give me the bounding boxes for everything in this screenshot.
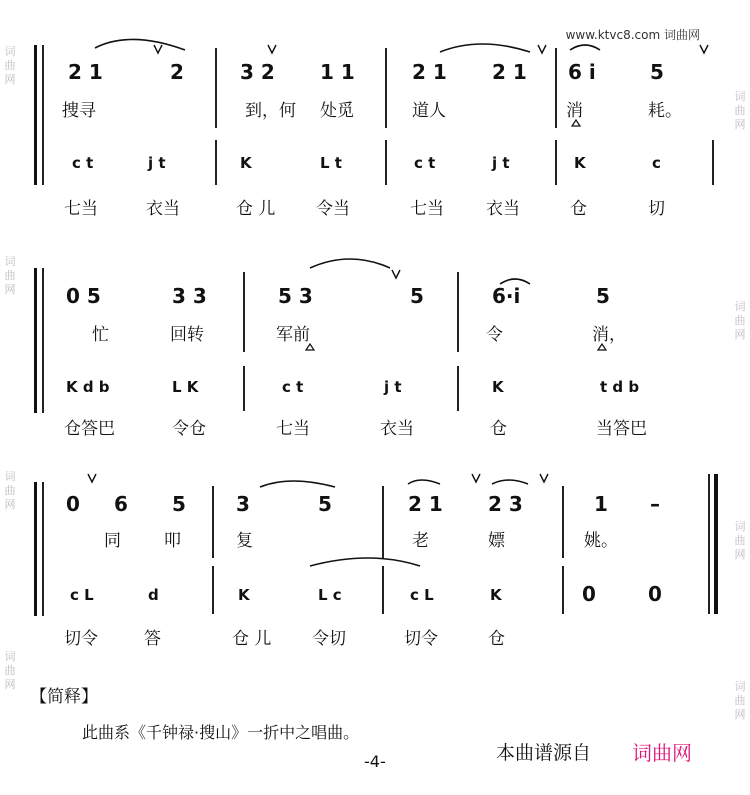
- system-line: [42, 268, 44, 413]
- final-barline-thick: [714, 474, 718, 614]
- note: 0: [66, 492, 80, 516]
- barline: [562, 486, 564, 558]
- watermark-left-3: 词 曲 网: [4, 470, 16, 511]
- note: 5: [318, 492, 332, 516]
- system-line: [42, 482, 44, 616]
- percussion-syllable: L c: [318, 586, 342, 604]
- barline: [243, 272, 245, 352]
- note: 2 1: [412, 60, 447, 84]
- watermark-left: 词 曲 网: [4, 45, 16, 86]
- lyric: 消，: [592, 325, 626, 345]
- notes-heading: 【简释】: [30, 687, 98, 707]
- note: 5 3: [278, 284, 313, 308]
- barline: [562, 566, 564, 614]
- percussion-syllable: j t: [492, 154, 510, 172]
- barline: [215, 140, 217, 185]
- percussion-syllable: j t: [148, 154, 166, 172]
- watermark-left-2: 词 曲 网: [4, 255, 16, 296]
- percussion-word: 切令: [64, 629, 98, 649]
- percussion-word: 切令: [404, 629, 438, 649]
- lyric: 忙: [92, 325, 109, 345]
- percussion-syllable: c L: [70, 586, 94, 604]
- percussion-syllable: K: [490, 586, 502, 604]
- percussion-word: 令切: [312, 629, 346, 649]
- watermark-right-3: 词 曲 网: [734, 520, 746, 561]
- note: 6 i: [568, 60, 596, 84]
- lyric: 同: [104, 531, 121, 551]
- percussion-word: 七当: [64, 199, 98, 219]
- barline: [555, 140, 557, 185]
- note: 3 2: [240, 60, 275, 84]
- percussion-syllable: c L: [410, 586, 434, 604]
- lyric: 回转: [170, 325, 204, 345]
- lyric: 处觅: [320, 101, 354, 121]
- note: 1: [594, 492, 608, 516]
- barline: [243, 366, 245, 411]
- source-site-link[interactable]: 词曲网: [632, 741, 692, 765]
- note: 5: [650, 60, 664, 84]
- lyric: 道人: [412, 101, 446, 121]
- percussion-word: 当答巴: [596, 419, 647, 439]
- lyric: 到，何: [245, 101, 296, 121]
- percussion-word: 仓 儿: [236, 199, 276, 219]
- barline: [385, 140, 387, 185]
- lyric: 耗。: [648, 101, 682, 121]
- percussion-word: 切: [648, 199, 665, 219]
- percussion-syllable: L t: [320, 154, 342, 172]
- note: –: [650, 492, 660, 516]
- barline: [457, 366, 459, 411]
- note: 3 3: [172, 284, 207, 308]
- barline: [712, 140, 714, 185]
- rest: 0: [648, 582, 662, 606]
- percussion-word: 仓答巴: [64, 419, 115, 439]
- percussion-word: 衣当: [380, 419, 414, 439]
- barline: [382, 566, 384, 614]
- percussion-syllable: t d b: [600, 378, 640, 396]
- percussion-word: 衣当: [486, 199, 520, 219]
- note: 2 3: [488, 492, 523, 516]
- percussion-word: 七当: [276, 419, 310, 439]
- system-line: [42, 45, 44, 185]
- lyric: 复: [236, 531, 253, 551]
- barline: [457, 272, 459, 352]
- system-bracket: [34, 482, 37, 616]
- percussion-word: 答: [144, 629, 161, 649]
- page-number: -4-: [364, 752, 386, 771]
- note: 5: [410, 284, 424, 308]
- system-bracket: [34, 268, 37, 413]
- percussion-word: 仓: [488, 629, 505, 649]
- lyric: 捜寻: [62, 101, 96, 121]
- percussion-syllable: d: [148, 586, 159, 604]
- percussion-syllable: L K: [172, 378, 199, 396]
- note: 1 1: [320, 60, 355, 84]
- source-label: 本曲谱源自: [496, 742, 592, 764]
- barline: [212, 486, 214, 558]
- percussion-syllable: K: [574, 154, 586, 172]
- percussion-syllable: K: [238, 586, 250, 604]
- watermark-right: 词 曲 网: [734, 90, 746, 131]
- barline: [212, 566, 214, 614]
- percussion-syllable: j t: [384, 378, 402, 396]
- note: 2: [170, 60, 184, 84]
- system-bracket: [34, 45, 37, 185]
- percussion-syllable: c t: [72, 154, 94, 172]
- lyric: 嫖: [488, 531, 505, 551]
- percussion-word: 令仓: [172, 419, 206, 439]
- watermark-left-4: 词 曲 网: [4, 650, 16, 691]
- note: 6: [114, 492, 128, 516]
- note: 0 5: [66, 284, 101, 308]
- note: 2 1: [68, 60, 103, 84]
- lyric: 消: [566, 101, 583, 121]
- barline: [385, 48, 387, 128]
- percussion-syllable: c: [652, 154, 661, 172]
- note: 6·i: [492, 284, 521, 308]
- percussion-word: 衣当: [146, 199, 180, 219]
- percussion-word: 仓: [570, 199, 587, 219]
- site-url: www.ktvc8.com 词曲网: [565, 28, 700, 42]
- watermark-right-2: 词 曲 网: [734, 300, 746, 341]
- lyric: 军前: [276, 325, 310, 345]
- note: 3: [236, 492, 250, 516]
- percussion-syllable: K: [492, 378, 504, 396]
- note: 5: [596, 284, 610, 308]
- lyric: 叩: [164, 531, 181, 551]
- percussion-syllable: c t: [282, 378, 304, 396]
- percussion-word: 仓 儿: [232, 629, 272, 649]
- lyric: 老: [412, 531, 429, 551]
- percussion-syllable: K d b: [66, 378, 110, 396]
- final-barline: [708, 474, 710, 614]
- percussion-syllable: c t: [414, 154, 436, 172]
- barline: [382, 486, 384, 558]
- barline: [215, 48, 217, 128]
- note: 2 1: [492, 60, 527, 84]
- barline: [555, 48, 557, 128]
- rest: 0: [582, 582, 596, 606]
- watermark-right-4: 词 曲 网: [734, 680, 746, 721]
- lyric: 令: [486, 325, 503, 345]
- note: 2 1: [408, 492, 443, 516]
- percussion-syllable: K: [240, 154, 252, 172]
- percussion-word: 七当: [410, 199, 444, 219]
- notes-text: 此曲系《千钟禄·搜山》一折中之唱曲。: [82, 723, 360, 742]
- note: 5: [172, 492, 186, 516]
- lyric: 姚。: [584, 531, 618, 551]
- percussion-word: 令当: [316, 199, 350, 219]
- percussion-word: 仓: [490, 419, 507, 439]
